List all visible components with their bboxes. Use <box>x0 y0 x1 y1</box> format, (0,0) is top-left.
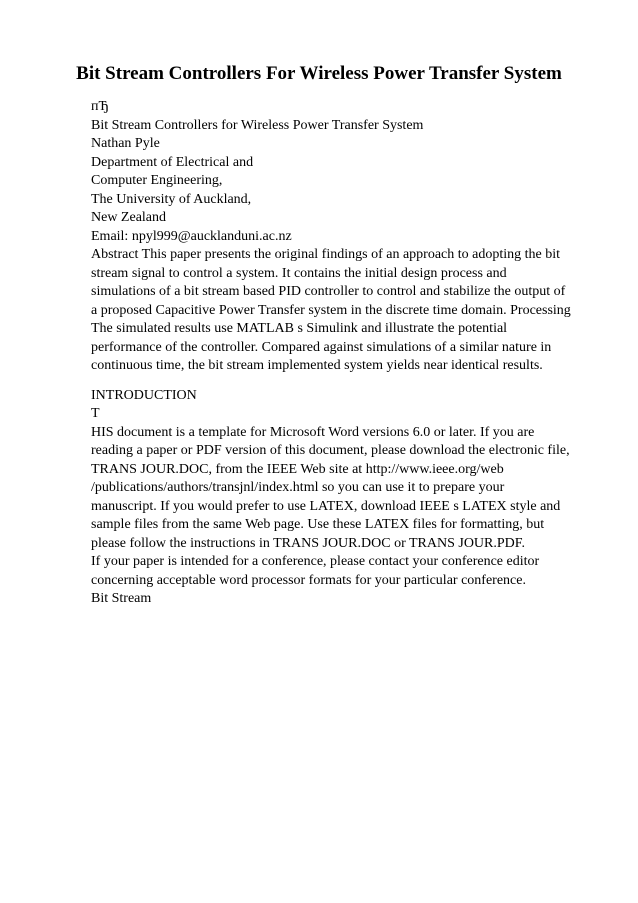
intro-line: reading a paper or PDF version of this document, please download the electronic file, <box>91 443 570 458</box>
section-heading-introduction: INTRODUCTION <box>91 387 197 403</box>
intro-line: concerning acceptable word processor formats for your particular conference. <box>91 572 526 588</box>
abstract-line: a proposed Capacitive Power Transfer system in the discrete time domain. Processing <box>91 302 571 318</box>
header-glyph: пЂ <box>91 99 110 114</box>
abstract-line: simulations of a bit stream based PID controller to control and stabilize the output of <box>91 284 566 299</box>
author-email: Email: npyl999@aucklanduni.ac.nz <box>91 228 292 244</box>
paragraph-gap <box>91 376 611 387</box>
intro-line: TRANS JOUR.DOC, from the IEEE Web site at http://www.ieee.org/web <box>91 461 504 477</box>
abstract-line: Abstract This paper presents the original findings of an approach to adopting the bit <box>91 247 561 262</box>
document-title: Bit Stream Controllers For Wireless Power Transfer System <box>76 63 562 84</box>
intro-line: manuscript. If you would prefer to use LATEX, download IEEE s LATEX style and <box>91 498 561 514</box>
abstract-line: continuous time, the bit stream implemented system yields near identical results. <box>91 358 543 373</box>
section-heading-bit-stream: Bit Stream <box>91 591 152 606</box>
intro-line: sample files from the same Web page. Use these LATEX files for formatting, but <box>91 517 545 532</box>
author-name: Nathan Pyle <box>91 136 160 151</box>
affiliation-line: Department of Electrical and <box>91 154 254 170</box>
document-body <box>91 98 611 609</box>
paper-subtitle: Bit Stream Controllers for Wireless Power Transfer System <box>91 117 424 133</box>
abstract-line: stream signal to control a system. It contains the initial design process and <box>91 265 507 281</box>
abstract-line: The simulated results use MATLAB s Simulink and illustrate the potential <box>91 321 508 336</box>
intro-line: please follow the instructions in TRANS JOUR.DOC or TRANS JOUR.PDF. <box>91 535 525 551</box>
drop-cap-letter: T <box>91 406 100 421</box>
abstract-line: performance of the controller. Compared against simulations of a similar nature in <box>91 339 552 355</box>
affiliation-line: Computer Engineering, <box>91 173 223 188</box>
affiliation-line: New Zealand <box>91 210 167 225</box>
intro-line: /publications/authors/transjnl/index.html so you can use it to prepare your <box>91 480 505 495</box>
intro-line: If your paper is intended for a conference, please contact your conference editor <box>91 554 540 569</box>
intro-line: HIS document is a template for Microsoft Word versions 6.0 or later. If you are <box>91 424 535 440</box>
affiliation-line: The University of Auckland, <box>91 191 252 207</box>
